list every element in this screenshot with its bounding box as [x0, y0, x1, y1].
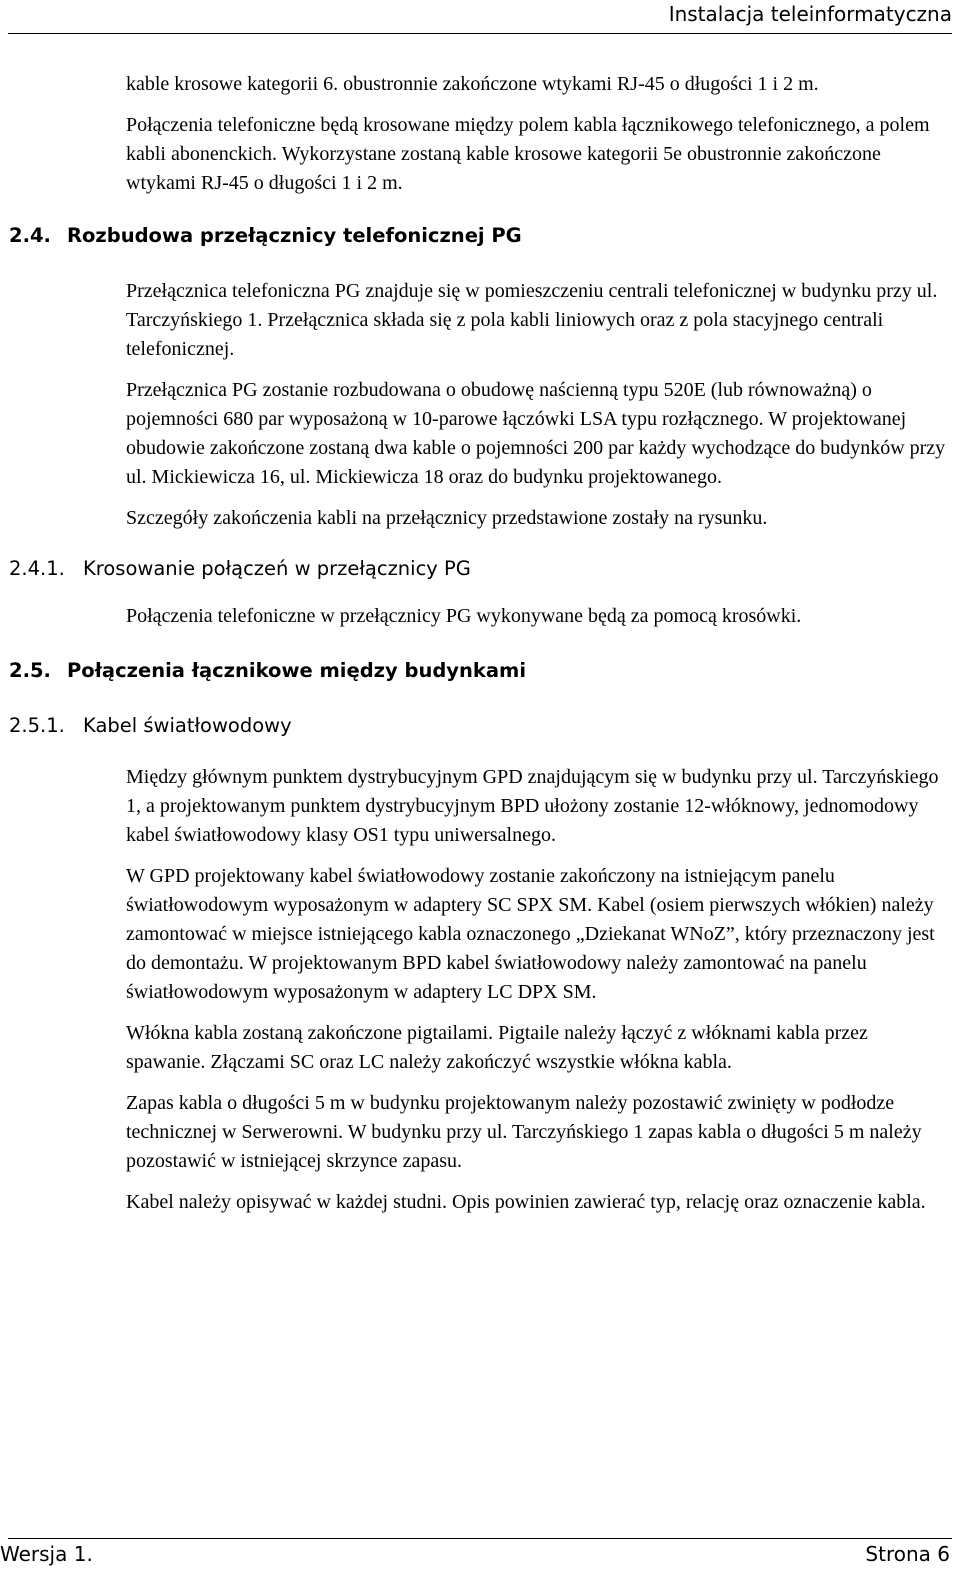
paragraph: Włókna kabla zostaną zakończone pigtailami. Pigtaile należy łączyć z włóknami kabla przez spawanie. Złączami SC oraz LC należy zakończyć wszystkie włókna kabla. — [126, 1022, 868, 1073]
section-title: Kabel światłowodowy — [83, 714, 292, 737]
section-number: 2.5. — [9, 659, 51, 682]
header-rule — [8, 33, 952, 34]
paragraph: Połączenia telefoniczne będą krosowane między polem kabla łącznikowego telefonicznego, a polem kabli abonenckich. Wykorzystane zostaną kable krosowe kategorii 5e obustronnie zakończone wtykami RJ-45 o długości 1 i 2 m. — [126, 114, 930, 194]
section-number: 2.4.1. — [9, 557, 65, 580]
footer-version: Wersja 1. — [0, 1542, 93, 1566]
section-title: Połączenia łącznikowe między budynkami — [67, 659, 527, 682]
footer-rule — [8, 1538, 952, 1539]
section-number: 2.5.1. — [9, 714, 65, 737]
section-heading-2-5 — [9, 657, 960, 685]
paragraph: Przełącznica PG zostanie rozbudowana o obudowę naścienną typu 520E (lub równoważną) o pojemności 680 par wyposażoną w 10-parowe łączówki LSA typu rozłącznego. W projektowanej obudowie zakończone zostaną dwa kable o pojemności 200 par każdy wychodzące do budynków przy ul. Mickiewicza 16, ul. Mickiewicza 18 oraz do budynku projektowanego. — [126, 379, 946, 488]
section-heading-2-4-1 — [9, 555, 960, 583]
section-title: Rozbudowa przełącznicy telefonicznej PG — [67, 224, 522, 247]
running-header-title: Instalacja teleinformatyczna — [668, 2, 952, 26]
document-body — [0, 70, 960, 1229]
section-heading-2-5-1 — [9, 712, 960, 740]
paragraph: Połączenia telefoniczne w przełącznicy PG wykonywane będą za pomocą krosówki. — [126, 605, 802, 627]
section-number: 2.4. — [9, 224, 51, 247]
paragraph: Szczegóły zakończenia kabli na przełącznicy przedstawione zostały na rysunku. — [126, 507, 768, 529]
section-heading-2-4 — [9, 222, 960, 250]
paragraph: W GPD projektowany kabel światłowodowy zostanie zakończony na istniejącym panelu światłowodowym wyposażonym w adaptery SC SPX SM. Kabel (osiem pierwszych włókien) należy zamontować w miejsce istniejącego kabla oznaczonego „Dziekanat WNoZ”, który przeznaczony jest do demontażu. W projektowanym BPD kabel światłowodowy należy zamontować na panelu światłowodowym wyposażonym w adaptery LC DPX SM. — [126, 865, 935, 1003]
paragraph: Przełącznica telefoniczna PG znajduje się w pomieszczeniu centrali telefonicznej w budynku przy ul. Tarczyńskiego 1. Przełącznica składa się z pola kabli liniowych oraz z pola stacyjnego centrali telefonicznej. — [126, 280, 938, 360]
paragraph: Między głównym punktem dystrybucyjnym GPD znajdującym się w budynku przy ul. Tarczyńskiego 1, a projektowanym punktem dystrybucyjnym BPD ułożony zostanie 12-włóknowy, jednomodowy kabel światłowodowy klasy OS1 typu uniwersalnego. — [126, 766, 939, 846]
paragraph: kable krosowe kategorii 6. obustronnie zakończone wtykami RJ-45 o długości 1 i 2 m. — [126, 73, 819, 95]
paragraph: Zapas kabla o długości 5 m w budynku projektowanym należy pozostawić zwinięty w podłodze technicznej w Serwerowni. W budynku przy ul. Tarczyńskiego 1 zapas kabla o długości 5 m należy pozostawić w istniejącej skrzynce zapasu. — [126, 1092, 922, 1172]
footer-page-number: Strona 6 — [865, 1542, 950, 1566]
section-title: Krosowanie połączeń w przełącznicy PG — [83, 557, 471, 580]
paragraph: Kabel należy opisywać w każdej studni. Opis powinien zawierać typ, relację oraz oznaczenie kabla. — [126, 1191, 926, 1213]
